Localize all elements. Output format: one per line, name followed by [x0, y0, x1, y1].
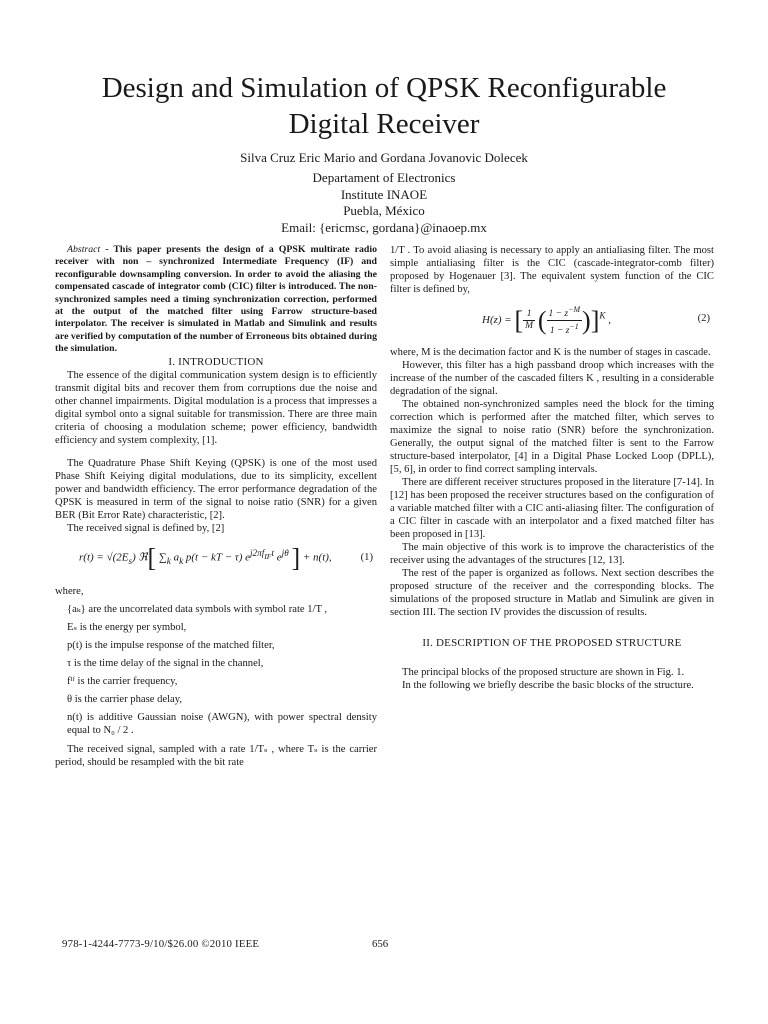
affiliation-institute: Institute INAOE	[340, 186, 428, 202]
authors: Silva Cruz Eric Mario and Gordana Jovanovic Dolecek	[240, 150, 528, 165]
equation-2-body: H(z) = [ $\frac{1}{M}$ ( $\frac{1 - z^{-M}}{1 - z^{-1}}$ )]$^K$ ,	[482, 305, 611, 337]
intro-paragraph-1: The essence of the digital communication system design is to efficiently transmit digital bits and recover them from corruptions due the noise and other channel impairments. Digital modulation is a process that impresses a digital symbol onto a signal suitable for transmission. There are three main criteria of choosing a modulation scheme; power efficiency, bandwidth efficiency and system complexity, [1].	[55, 369, 377, 446]
right-paragraph-3: However, this filter has a high passband droop which increases with the increase of the number of the cascaded filters K , resulting in a considerable degradation of the signal.	[390, 360, 714, 397]
equation-1-body: $r(t) = √(2E_s)$ ℜ[ $\sum_k$ $a_k$ p(t − kT − τ) $e^{j2\pi f_{IF}t}$ $e^{j\theta}$ ] + n(t),	[79, 543, 332, 573]
right-paragraph-8: The principal blocks of the proposed structure are shown in Fig. 1.	[402, 667, 685, 678]
copyright-footer: 978-1-4244-7773-9/10/$26.00 ©2010 IEEE	[62, 938, 260, 950]
affiliation-department: Departament of Electronics	[312, 170, 456, 185]
where-label: where,	[55, 585, 84, 597]
paper-title: Design and Simulation of QPSK Reconfigurable Digital Receiver	[101, 72, 667, 140]
page-number: 656	[372, 938, 389, 950]
section-heading-proposed-structure: II. DESCRIPTION OF THE PROPOSED STRUCTURE	[422, 637, 682, 649]
right-paragraph-1: 1/T . To avoid aliasing is necessary to apply an antialiasing filter. The most simple antialiasing filter is the CIC (cascade-integrator-comb filter) proposed by Hogenauer [3]. The equivalent system function of the CIC filter is defined by,	[390, 245, 714, 295]
affiliation-email: Email: {ericmsc, gordana}@inaoep.mx	[281, 219, 487, 235]
section-heading-introduction: I. INTRODUCTION	[168, 355, 264, 368]
right-paragraph-6: The main objective of this work is to improve the characteristics of the receiver using the advantages of the structures [12, 13].	[390, 542, 714, 566]
equation-1	[55, 541, 377, 579]
definition-energy: Eₛ is the energy per symbol,	[67, 621, 187, 633]
definition-delay: τ is the time delay of the signal in the channel,	[67, 657, 264, 669]
equation-2-number: (2)	[697, 313, 710, 324]
definition-impulse: p(t) is the impulse response of the matched filter,	[67, 639, 275, 651]
definition-noise: n(t) is additive Gaussian noise (AWGN), with power spectral density equal to N₀ / 2 .	[67, 711, 377, 736]
right-paragraph-9: In the following we briefly describe the basic blocks of the structure.	[402, 680, 694, 691]
definition-carrier: fᴵᶠ is the carrier frequency,	[67, 675, 178, 687]
right-paragraph-2: where, M is the decimation factor and K is the number of stages in cascade.	[390, 347, 711, 358]
intro-paragraph-3: The received signal is defined by, [2]	[67, 522, 225, 534]
intro-paragraph-4: The received signal, sampled with a rate 1/Tₛ , where Tₛ is the carrier period, should be resampled with the bit rate	[55, 743, 377, 768]
right-paragraph-7: The rest of the paper is organized as follows. Next section describes the proposed structure of the receiver and the corresponding blocks. The simulations of the proposed structure in Matlab and Simulink are given in section III. The section IV provides the discussion of results.	[390, 568, 714, 618]
left-column	[55, 244, 377, 769]
definition-phase: θ is the carrier phase delay,	[67, 693, 182, 705]
intro-paragraph-2: The Quadrature Phase Shift Keying (QPSK) is one of the most used Phase Shift Keiying digital modulations, due to its simplicity, excellent power and bandwidth efficiency. The error performance degradation of the QPSK is measured in term of the signal to noise ratio (SNR) for a given BER (Bit Error Rate) characteristic, [2].	[55, 457, 377, 521]
right-paragraph-5: There are different receiver structures proposed in the literature [7-14]. In [12] has been proposed the receiver structures based on the configuration of a variable matched filter with a CIC anti-aliasing filter. The configuration of a CIC filter in cascade with an interpolator and a fixed matched filter has been proposed in [13].	[390, 477, 714, 540]
definition-symbols: {aₖ} are the uncorrelated data symbols with symbol rate 1/T ,	[67, 603, 328, 615]
affiliation-block	[60, 170, 708, 236]
abstract-text: - This paper presents the design of a QPSK multirate radio receiver with non – synchronized Intermediate Frequency (IF) and reconfigurable downsampling conversion. In order to avoid the aliasing the compensated cascade of integrator comb (CIC) filter is introduced. The non-synchronized samples need a timing synchronization correction, performed at the output of the matched filter using Farrow structure-based interpolator. The receiver is simulated in Matlab and Simulink and results are verified by computation of the number of Erroneous bits obtained during the simulation.	[55, 244, 377, 355]
right-paragraph-4: The obtained non-synchronized samples need the block for the timing correction which is performed after the matched filter, which serves to maximize the signal to noise ratio (SNR) before the synchronization. Generally, the output signal of the matched filter is sent to the Farrow structure-based interpolator, [4] in a Digital Phase Locked Loop (DPLL), [5, 6], in order to find correct sampling intervals.	[390, 399, 714, 475]
equation-2	[390, 302, 714, 340]
abstract-label: Abstract	[67, 244, 101, 255]
affiliation-city: Puebla, México	[343, 203, 425, 218]
abstract	[55, 244, 377, 356]
right-column	[390, 244, 714, 692]
equation-1-number: (1)	[360, 551, 373, 563]
